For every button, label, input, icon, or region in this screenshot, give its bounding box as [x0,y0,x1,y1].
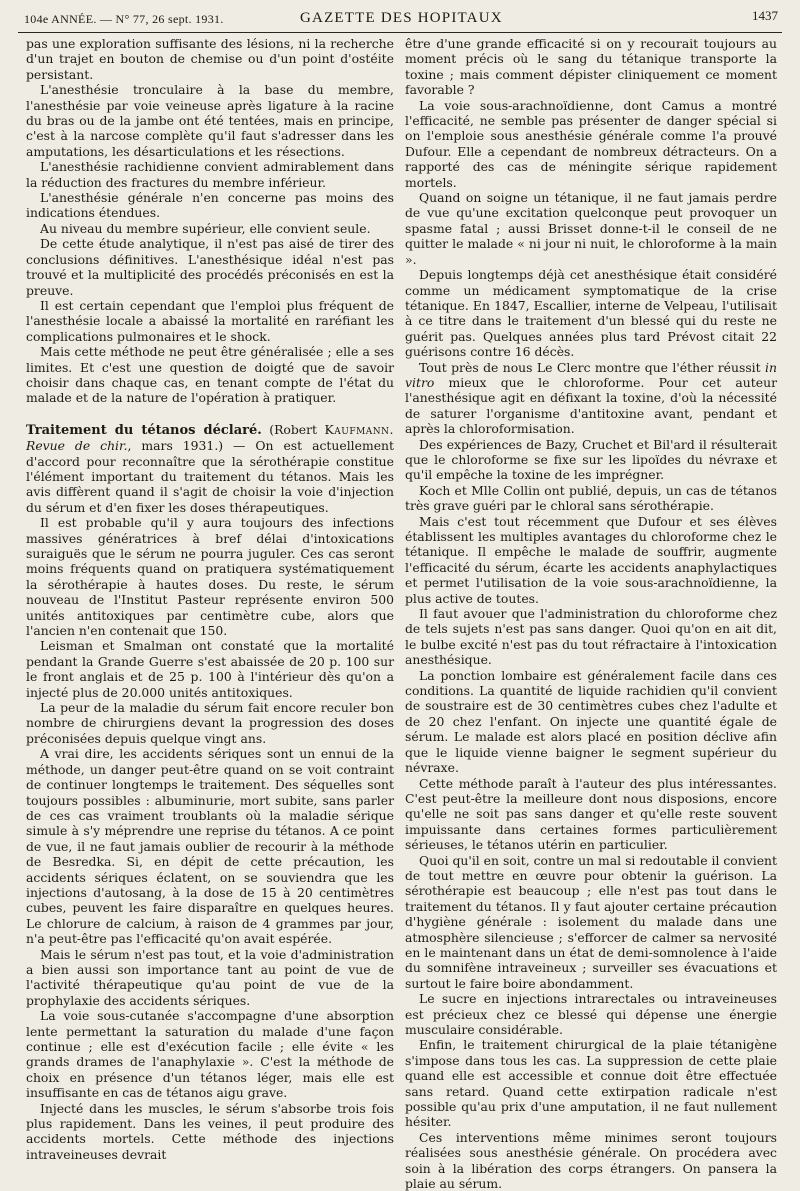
paragraph: La ponction lombaire est généralement facile dans ces conditions. La quantité de liquide rachidien qu'il convient de soustraire est de 30 centimètres cubes chez l'adulte et de 20 chez l'enfant. On injecte une quantité égale de sérum. Le malade est alors placé en position déclive afin que le liquide vienne baigner le segment supérieur du névraxe. [405,667,777,776]
section-title: Traitement du tétanos déclaré. [26,422,262,438]
italic-term: in vitro [405,359,777,390]
paragraph: Enfin, le traitement chirurgical de la plaie tétanigène s'impose dans tous les cas. La suppression de cette plaie quand elle est accessible et connue doit être effectuée sans retard. Quand cette extirpation radicale n'est possible qu'au prix d'une amputation, il ne faut nullement hésiter. [405,1037,777,1130]
running-header [18,6,780,30]
right-column [405,36,777,1191]
section-author [325,422,395,437]
paragraph: La peur de la maladie du sérum fait encore reculer bon nombre de chirurgiens devant la progression des doses préconisées depuis quelque vingt ans. [26,700,394,746]
author-name: Kaufmann. [324,421,394,437]
page-number: 1437 [752,8,778,23]
paragraph: Cette méthode paraît à l'auteur des plus intéressantes. C'est peut-être la meilleure dont nous disposions, encore qu'elle ne soit pas sans danger et qu'elle reste souvent impuissante dans certaines formes particulièrement sérieuses, le tétanos utérin en particulier. [405,775,777,853]
paragraph: Il est probable qu'il y aura toujours des infections massives génératrices à bref délai d'intoxications suraiguës que le sérum ne pourra juguler. Ces cas seront moins fréquents quand on pratiquera systématiquement la sérothérapie à hautes doses. Du reste, le sérum nouveau de l'Institut Pasteur représente environ 500 unités antitoxiques par centimètre cube, alors que l'ancien n'en contenait que 150. [26,515,394,639]
paragraph: être d'une grande efficacité si on y recourait toujours au moment précis où le sang du tétanique transporte la toxine ; mais comment dépister cliniquement ce moment favorable ? [405,36,777,98]
paragraph: L'anesthésie rachidienne convient admirablement dans la réduction des fractures du membre inférieur. [26,159,394,190]
paragraph: Ces interventions même minimes seront toujours réalisées sous anesthésie générale. On procédera avec soin à la libération des corps étrangers. On pansera la plaie au sérum. [405,1129,777,1191]
section-lead-paragraph [26,422,394,515]
ref-close: , mars 1931.) [127,438,224,454]
paragraph: Quoi qu'il en soit, contre un mal si redoutable il convient de tout mettre en œuvre pour obtenir la guérison. La sérothérapie est beaucoup ; elle n'est pas tout dans le traitement du tétanos. Il y faut ajouter certaine précaution d'hygiène générale : isolement du malade dans une atmosphère silencieuse ; s'efforcer de calmer sa nervosité en le maintenant dans un état de demi-somnolence à l'aide du somnifène intraveineux ; surveiller ses évacuations et surtout le faire boire abondamment. [405,852,777,991]
section-journal: Revue de chir. [26,438,128,454]
left-column [26,36,395,1162]
section-lead-text: — On est actuellement d'accord pour reconnaître que la sérothérapie constitue l'élément important du traitement du tétanos. Mais les avis diffèrent quand il s'agit de choisir la voie d'injection du sérum et d'en fixer les doses thérapeutiques. [26,438,395,515]
paragraph [405,360,777,437]
text-run: mieux que le chloroforme. Pour cet auteur l'anesthésique agit en défixant la toxine, d'où la nécessité de saturer l'organisme d'antitoxine avant, pendant et après la chloroformisation. [405,374,777,437]
paragraph: Injecté dans les muscles, le sérum s'absorbe trois fois plus rapidement. Dans les veines, il peut produire des accidents mortels. Cette méthode des injections intraveineuses devrait [26,1100,394,1162]
paragraph: Au niveau du membre supérieur, elle convient seule. [40,220,371,236]
paragraph: Des expériences de Bazy, Cruchet et Bil'ard il résulterait que le chloroforme se fixe sur les lipoïdes du névraxe et qu'il empêche la toxine de les imprégner. [405,436,777,483]
paragraph: Mais cette méthode ne peut être généralisée ; elle a ses limites. Et c'est une question de doigté que de savoir choisir dans chaque cas, en tenant compte de l'état du malade et de la nature de l'opération à pratiquer. [26,344,394,406]
paragraph: Le sucre en injections intrarectales ou intraveineuses est précieux chez ce blessé qui dépense une énergie musculaire considérable. [405,991,777,1037]
ref-open: (Robert [269,421,325,437]
issue-info: 104e ANNÉE. — N° 77, 26 sept. 1931. [24,12,224,26]
paragraph: Mais le sérum n'est pas tout, et la voie d'administration a bien aussi son importance tant au point de vue de l'activité thérapeutique qu'au point de vue de la prophylaxie des accidents sériques. [26,946,394,1008]
paragraph: Leisman et Smalman ont constaté que la mortalité pendant la Grande Guerre s'est abaissée de 20 p. 100 sur le front anglais et de 25 p. 100 à l'intérieur dès qu'on a injecté plus de 20.000 unités antitoxiques. [26,638,394,700]
paragraph: Quand on soigne un tétanique, il ne faut jamais perdre de vue qu'une excitation quelconque peut provoquer un spasme fatal ; aussi Brisset donne-t-il le conseil de ne quitter le malade « ni jour ni nuit, le chloroforme à la main ». [405,190,777,267]
paragraph: L'anesthésie générale n'en concerne pas moins des indications étendues. [26,190,394,221]
paragraph: La voie sous-arachnoïdienne, dont Camus a montré l'efficacité, ne semble pas présenter de danger spécial si on l'emploie sous anesthésie générale comme l'a prouvé Dufour. Elle a cependant de nombreux détracteurs. On a rapporté des cas de méningite sérique rapidement mortels. [405,97,777,190]
journal-title: GAZETTE DES HOPITAUX [300,10,503,26]
paragraph: La voie sous-cutanée s'accompagne d'une absorption lente permettant la saturation du malade d'une façon continue ; elle est d'exécution facile ; elle évite « les grands drames de l'anaphylaxie ». C'est la méthode de choix en présence d'un tétanos léger, mais elle est insuffisante en cas de tétanos aigu grave. [26,1008,394,1101]
paragraph: L'anesthésie tronculaire à la base du membre, l'anesthésie par voie veineuse après ligature à la racine du bras ou de la jambe ont été tentées, mais en principe, c'est à la narcose complète qu'il faut s'adresser dans les amputations, les désarticulations et les résections. [26,82,394,159]
header-rule [18,32,782,33]
paragraph: De cette étude analytique, il n'est pas aisé de tirer des conclusions définitives. L'anesthésique idéal n'est pas trouvé et la multiplicité des procédés préconisés en est la preuve. [26,236,394,298]
paragraph: A vrai dire, les accidents sériques sont un ennui de la méthode, un danger peut-être quand on se voit contraint de continuer longtemps le traitement. Des séquelles sont toujours possibles : albuminurie, mort subite, sans parler de ces cas vraiment troublants où la maladie sérique simule à s'y méprendre une reprise du tétanos. A ce point de vue, il ne faut jamais oublier de recourir à la méthode de Besredka. Si, en dépit de cette précaution, les accidents sériques éclatent, on se souviendra que les injections d'autosang, à la dose de 15 à 20 centimètres cubes, peuvent les faire disparaître en quelques heures. Le chlorure de calcium, à raison de 4 grammes par jour, n'a peut-être pas l'efficacité qu'on avait espérée. [26,746,394,947]
text-run: Tout près de nous Le Clerc montre que l'éther réussit [419,359,766,375]
paragraph: Koch et Mlle Collin ont publié, depuis, un cas de tétanos très grave guéri par le chloral sans sérothérapie. [405,482,777,514]
paragraph: Il est certain cependant que l'emploi plus fréquent de l'anesthésie locale a abaissé la mortalité en raréfiant les complications pulmonaires et le shock. [26,297,394,344]
paragraph: Depuis longtemps déjà cet anesthésique était considéré comme un médicament symptomatique de la crise tétanique. En 1847, Escallier, interne de Velpeau, l'utilisait à ce titre dans le traitement d'un blessé qui du reste ne guérit pas. Quelques années plus tard Prévost citait 22 guérisons contre 16 décès. [405,267,777,360]
paragraph: pas une exploration suffisante des lésions, ni la recherche d'un trajet en bouton de chemise ou d'un point d'ostéite persistant. [26,36,394,82]
paragraph: Mais c'est tout récemment que Dufour et ses élèves établissent les multiples avantages du chloroforme chez le tétanique. Il empêche le malade de souffrir, augmente l'efficacité du sérum, écarte les accidents anaphylactiques et permet l'utilisation de la voie sous-arachnoïdienne, la plus active de toutes. [405,513,777,606]
paragraph: Il faut avouer que l'administration du chloroforme chez de tels sujets n'est pas sans danger. Quoi qu'on en ait dit, le bulbe excité n'est pas du tout réfractaire à l'intoxication anesthésique. [405,606,777,668]
